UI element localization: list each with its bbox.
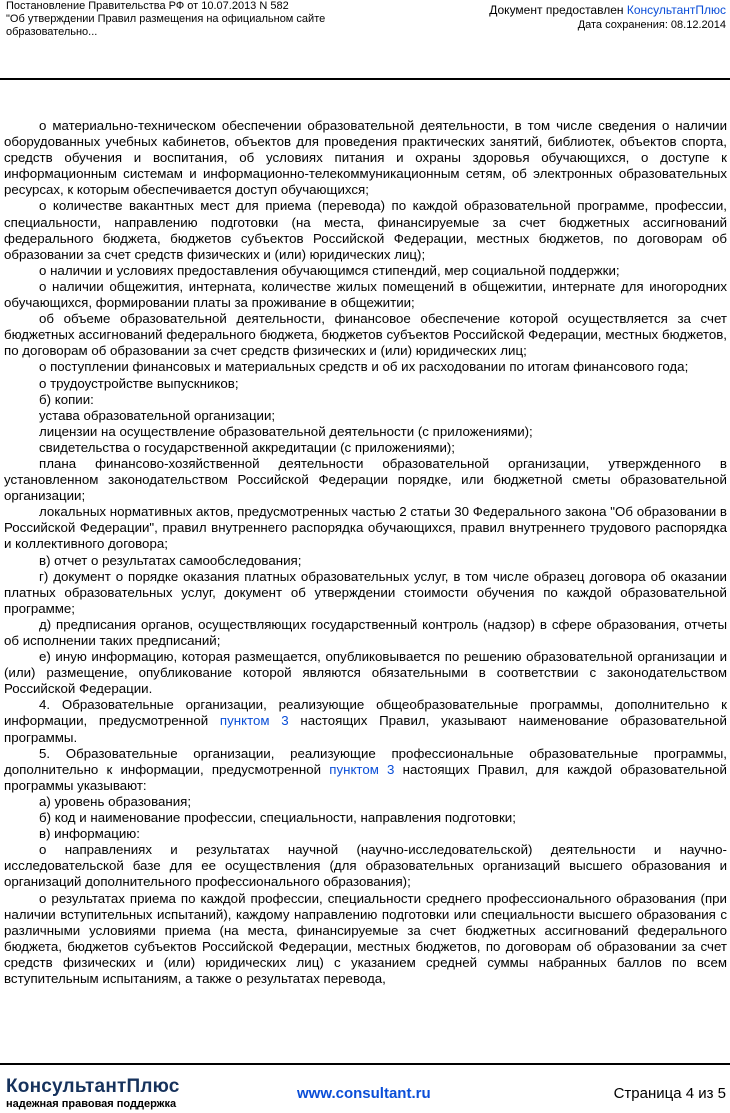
paragraph-text: о поступлении финансовых и материальных средств и об их расходовании по итогам финансового года; [39,359,689,375]
paragraph [4,440,727,456]
paragraph [4,359,727,375]
document-title-line-1: Постановление Правительства РФ от 10.07.2013 N 582 [6,0,289,12]
paragraph [4,569,727,617]
document-body [4,118,727,987]
paragraph-text: о количестве вакантных мест для приема (перевода) по каждой образовательной программе, профессии, специальности, направлению подготовки (на места, финансируемые за счет бюджетных ассигнований федерального бюджета, бюджетов субъектов Российской Федерации, местных бюджетов, по договорам об образовании за счет средств физических и (или) юридических лиц); [4,198,727,262]
paragraph [4,842,727,890]
paragraph-text: а) уровень образования; [39,793,192,809]
document-title-line-3: образовательно... [6,26,98,38]
paragraph [4,279,727,311]
paragraph-text: б) код и наименование профессии, специальности, направления подготовки; [39,810,516,826]
paragraph [4,794,727,810]
clause-reference-link[interactable]: пунктом 3 [329,761,395,777]
paragraph-text: д) предписания органов, осуществляющих государственный контроль (надзор) в сфере образования, отчеты об исполнении таких предписаний; [4,616,727,648]
website-link[interactable]: www.consultant.ru [297,1085,431,1102]
paragraph-text: о результатах приема по каждой профессии, специальности среднего профессионального образования (при наличии вступительных испытаний), каждому направлению подготовки или специальности высшего образования с различными условиями приема (на места, финансируемые за счет бюджетных ассигнований федерального бюджета, бюджетов субъектов Российской Федерации, местных бюджетов, по договорам об образовании за счет средств физических и (или) юридических лиц) с указанием средней суммы набранных баллов по всем вступительным испытаниям, а также о результатах перевода, [4,890,727,986]
paragraph [4,553,727,569]
paragraph-text: о трудоустройстве выпускников; [39,375,239,391]
paragraph-text: о наличии и условиях предоставления обучающимся стипендий, мер социальной поддержки; [39,262,620,278]
document-title [6,0,346,39]
clause-reference-link[interactable]: пунктом 3 [219,713,289,729]
logo-name: КонсультантПлюс [6,1076,180,1097]
paragraph-text: плана финансово-хозяйственной деятельности образовательной организации, утвержденного в установленном законодательством Российской Федерации порядке, или бюджетной сметы образовательной организации; [4,455,727,504]
provided-by [489,3,726,33]
paragraph [4,263,727,279]
paragraph [4,392,727,408]
paragraph-text: локальных нормативных актов, предусмотренных частью 2 статьи 30 Федерального закона "Об образовании в Российской Федерации", правил внутреннего распорядка обучающихся, правил внутреннего трудового распорядка и коллективного договора; [4,504,727,552]
paragraph [4,311,727,359]
paragraph-text: г) документ о порядке оказания платных образовательных услуг, в том числе образец договора об оказании платных образовательных услуг, документ об утверждении стоимости обучения по каждой образовательной программе; [4,568,727,616]
paragraph [4,649,727,697]
logo-tagline: надежная правовая поддержка [6,1098,177,1110]
paragraph [4,408,727,424]
paragraph-text: лицензии на осуществление образовательной деятельности (с приложениями); [39,423,533,439]
document-title-line-2: "Об утверждении Правил размещения на официальном сайте [6,13,326,25]
paragraph [4,746,727,794]
paragraph [4,697,727,745]
paragraph [4,617,727,649]
paragraph [4,891,727,988]
header-divider [0,78,730,80]
save-date: Дата сохранения: 08.12.2014 [577,19,726,31]
paragraph-text: об объеме образовательной деятельности, финансовое обеспечение которой осуществляется за счет бюджетных ассигнований федерального бюджета, бюджетов субъектов Российской Федерации, местных бюджетов, по договорам об образовании за счет средств физических и (или) юридических лиц; [4,311,727,359]
paragraph-text: настоящих Правил, указывают наименование образовательной программы. [4,713,727,745]
provided-by-label: Документ предоставлен [489,3,627,17]
paragraph-text: в) отчет о результатах самообследования; [39,552,302,568]
provider-brand-link[interactable]: КонсультантПлюс [626,3,726,17]
paragraph-text: свидетельства о государственной аккредитации (с приложениями); [39,439,455,455]
paragraph-text: о наличии общежития, интерната, количестве жилых помещений в общежитии, интернате для иногородних обучающихся, формировании платы за проживание в общежитии; [4,278,727,311]
paragraph [4,810,727,826]
paragraph [4,504,727,552]
paragraph [4,826,727,842]
paragraph [4,198,727,262]
paragraph-text: 4. Образовательные организации, реализующие общеобразовательные программы, дополнительно к информации, предусмотренной [4,697,727,729]
consultant-logo [6,1076,180,1111]
paragraph-text: 5. Образовательные организации, реализующие профессиональные образовательные программы, дополнительно к информации, предусмотренной [4,745,727,777]
paragraph [4,376,727,392]
paragraph-text: в) информацию: [39,826,140,842]
page-header [0,0,730,80]
paragraph-text: о материально-техническом обеспечении образовательной деятельности, в том числе сведения о наличии оборудованных учебных кабинетов, объектов для проведения практических занятий, библиотек, объектов спорта, средств обучения и воспитания, об условиях питания и охраны здоровья обучающихся, о доступе к информационным системам и информационно-телекоммуникационным сетям, об электронных образовательных ресурсах, к которым обеспечивается доступ обучающихся; [4,118,727,198]
paragraph-text: б) копии: [39,391,94,407]
page-number: Страница 4 из 5 [613,1085,726,1102]
paragraph-text: е) иную информацию, которая размещается, опубликовывается по решению образовательной организации и (или) размещение, опубликование которой являются обязательными в соответствии с законодательством Российской Федерации. [4,649,727,697]
page-footer [0,1065,730,1113]
paragraph-text: устава образовательной организации; [39,407,276,423]
paragraph-text: о направлениях и результатах научной (научно-исследовательской) деятельности и научно-исследовательской базе для ее осуществления (для образовательных организаций высшего образования и организаций дополнительного профессионального образования); [4,842,727,890]
paragraph-text: настоящих Правил, для каждой образовательной программы указывают: [4,761,727,793]
paragraph [4,456,727,504]
paragraph [4,424,727,440]
paragraph [4,118,727,198]
